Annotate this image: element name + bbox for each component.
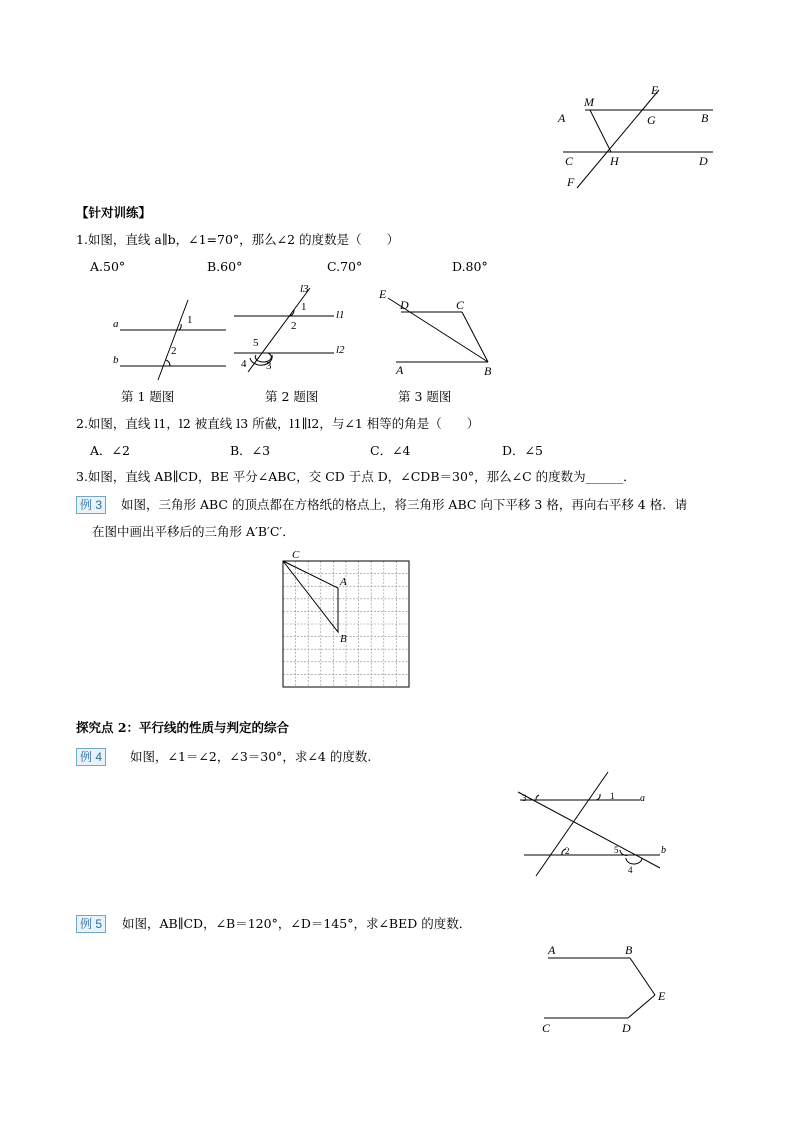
label-e: E: [658, 989, 666, 1003]
label-g: G: [647, 113, 656, 127]
example-3-line1: 如图，三角形 ABC 的顶点都在方格纸的格点上，将三角形 ABC 向下平移 3 格，再向右平移 4 格．请: [121, 497, 688, 512]
label-b: b: [661, 845, 666, 856]
label-d: D: [699, 154, 708, 168]
angle-5: 5: [614, 845, 619, 855]
q2-stem: 2.如图，直线 l1，l2 被直线 l3 所截，l1∥l2，与∠1 相等的角是（ ）: [76, 416, 480, 431]
label-b: B: [340, 633, 347, 645]
label-a: A: [340, 576, 347, 588]
angle-1: 1: [610, 791, 615, 801]
angle-5: 5: [253, 337, 259, 349]
fig2-caption: 第 2 题图: [265, 389, 319, 404]
label-c: C: [565, 154, 574, 168]
q1-option-d: D.80°: [452, 259, 488, 274]
label-l2: l2: [336, 344, 345, 356]
fig3-caption: 第 3 题图: [398, 389, 452, 404]
angle-3: 3: [266, 360, 272, 372]
figure-2: [232, 280, 352, 376]
angle-2: 2: [565, 846, 570, 856]
grid-figure: [280, 548, 414, 693]
label-a: A: [548, 943, 556, 957]
figure-1: [108, 296, 232, 380]
label-a: a: [640, 793, 645, 804]
label-b: B: [625, 943, 633, 957]
figure-3: [376, 284, 506, 378]
example-4-figure: [510, 770, 680, 880]
practice-heading: 【针对训练】: [76, 205, 152, 220]
label-e: E: [651, 83, 659, 97]
label-a: A: [396, 363, 404, 377]
q2-option-a: A．∠2: [90, 443, 130, 458]
angle-2: 2: [291, 320, 297, 332]
example-5-tag: 例 5: [76, 915, 106, 933]
label-b: B: [701, 111, 709, 125]
q1-option-b: B.60°: [207, 259, 243, 274]
angle-2: 2: [171, 345, 177, 357]
label-f: F: [567, 175, 575, 189]
angle-1: 1: [187, 314, 193, 326]
label-m: M: [584, 95, 594, 109]
label-c: C: [456, 298, 465, 312]
angle-1: 1: [301, 301, 307, 313]
example-3-tag: 例 3: [76, 496, 106, 514]
label-b: B: [484, 364, 492, 378]
label-h: H: [610, 154, 619, 168]
q2-option-d: D．∠5: [502, 443, 543, 458]
q1-option-c: C.70°: [327, 259, 363, 274]
label-c: C: [542, 1021, 551, 1035]
label-l1: l1: [336, 309, 345, 321]
q1-option-a: A.50°: [90, 259, 126, 274]
q2-option-c: C．∠4: [370, 443, 411, 458]
example-3-line2: 在图中画出平移后的三角形 A′B′C′．: [92, 524, 295, 539]
example-4-text: 如图，∠1＝∠2，∠3＝30°，求∠4 的度数.: [130, 749, 372, 764]
example-5-figure: [538, 940, 678, 1036]
label-c: C: [292, 549, 300, 561]
label-a: a: [113, 318, 119, 330]
label-l3: l3: [300, 283, 309, 295]
label-a: A: [558, 111, 566, 125]
angle-4: 4: [241, 358, 247, 370]
fig1-caption: 第 1 题图: [121, 389, 175, 404]
top-figure: [555, 80, 725, 192]
label-e: E: [379, 287, 387, 301]
label-d: D: [622, 1021, 631, 1035]
section-2-heading: 探究点 2：平行线的性质与判定的综合: [76, 720, 290, 735]
q1-stem: 1.如图，直线 a∥b，∠1=70°，那么∠2 的度数是（ ）: [76, 232, 400, 247]
q2-option-b: B．∠3: [230, 443, 271, 458]
label-b: b: [113, 354, 119, 366]
label-d: D: [400, 298, 409, 312]
q3-stem: 3.如图，直线 AB∥CD，BE 平分∠ABC，交 CD 于点 D，∠CDB＝30°，那么∠C 的度数为______．: [76, 469, 636, 484]
example-5-text: 如图，AB∥CD，∠B＝120°，∠D＝145°，求∠BED 的度数．: [122, 916, 472, 931]
angle-4: 4: [628, 865, 633, 875]
angle-3: 3: [522, 793, 527, 803]
example-4-tag: 例 4: [76, 748, 106, 766]
